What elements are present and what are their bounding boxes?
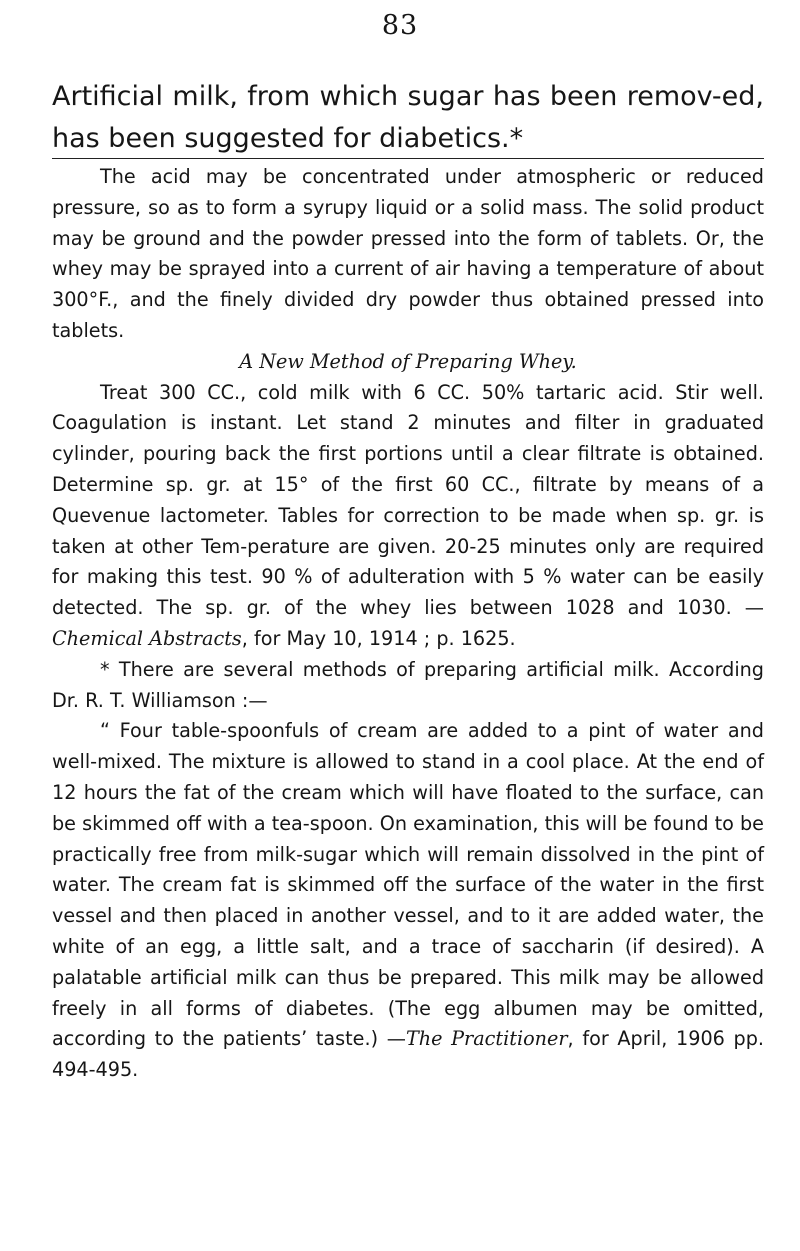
williamson-quote-text: “ Four table-spoonfuls of cream are added to a pint of water and well-mixed. The mixture is allowed to stand in a cool place. At the end of 12 hours the fat of the cream which will have floated to the surface, can be skimmed off with a tea-spoon. On examination, this will be found to be practically free from milk-sugar which will remain dissolved in the pint of water. The cream fat is skimmed off the surface of the water in the first vessel and then placed in another vessel, and to it are added water, the white of an egg, a little salt, and a trace of saccharin (if desired). A palatable artificial milk can thus be prepared. This milk may be allowed freely in all forms of diabetes. (The egg albumen may be omitted, according to the patients’ taste.) — (52, 719, 764, 1051)
citation-source-chemical-abstracts: Chemical Abstracts (52, 626, 242, 650)
citation-source-practitioner: The Practitioner (405, 1027, 568, 1051)
page-number: 83 (381, 10, 419, 41)
citation-details-chemical-abstracts: , for May 10, 1914 ; p. 1625. (241, 626, 516, 650)
footnote-intro: * There are several methods of preparing artificial milk. According Dr. R. T. Williamson :— (52, 657, 764, 712)
subtitle-whey-method: A New Method of Preparing Whey. (239, 349, 577, 373)
paragraph-whey-tablets: The acid may be concentrated under atmospheric or reduced pressure, so as to form a syrupy liquid or a solid mass. The solid product may be ground and the powder pressed into the form of tablets. Or, the whey may be sprayed into a current of air having a temperature of about 300°F., and the finely divided dry powder thus obtained pressed into tablets. (52, 165, 764, 342)
citation-details-practitioner: , for April, 1906 pp. 494-495. (52, 1027, 765, 1082)
footnote-divider (52, 158, 764, 159)
paragraph-williamson-quote (52, 716, 764, 1086)
citation-dash: — (731, 596, 764, 620)
whey-method-text: Treat 300 CC., cold milk with 6 CC. 50% tartaric acid. Stir well. Coagulation is instant. Let stand 2 minutes and filter in graduated cylinder, pouring back the first portions until a clear filtrate is obtained. Determine sp. gr. at 15° of the first 60 CC., filtrate by means of a Quevenue lactometer. Tables for correction to be made when sp. gr. is taken at other Tem-perature are given. 20-25 minutes only are required for making this test. 90 % of adulteration with 5 % water can be easily detected. The sp. gr. of the whey lies between 1028 and 1030. (52, 380, 764, 620)
section-heading: Artificial milk, from which sugar has been remov-ed, has been suggested for diabetics.* (52, 81, 764, 154)
paragraph-whey-method (52, 378, 764, 655)
body-text (52, 162, 764, 1086)
